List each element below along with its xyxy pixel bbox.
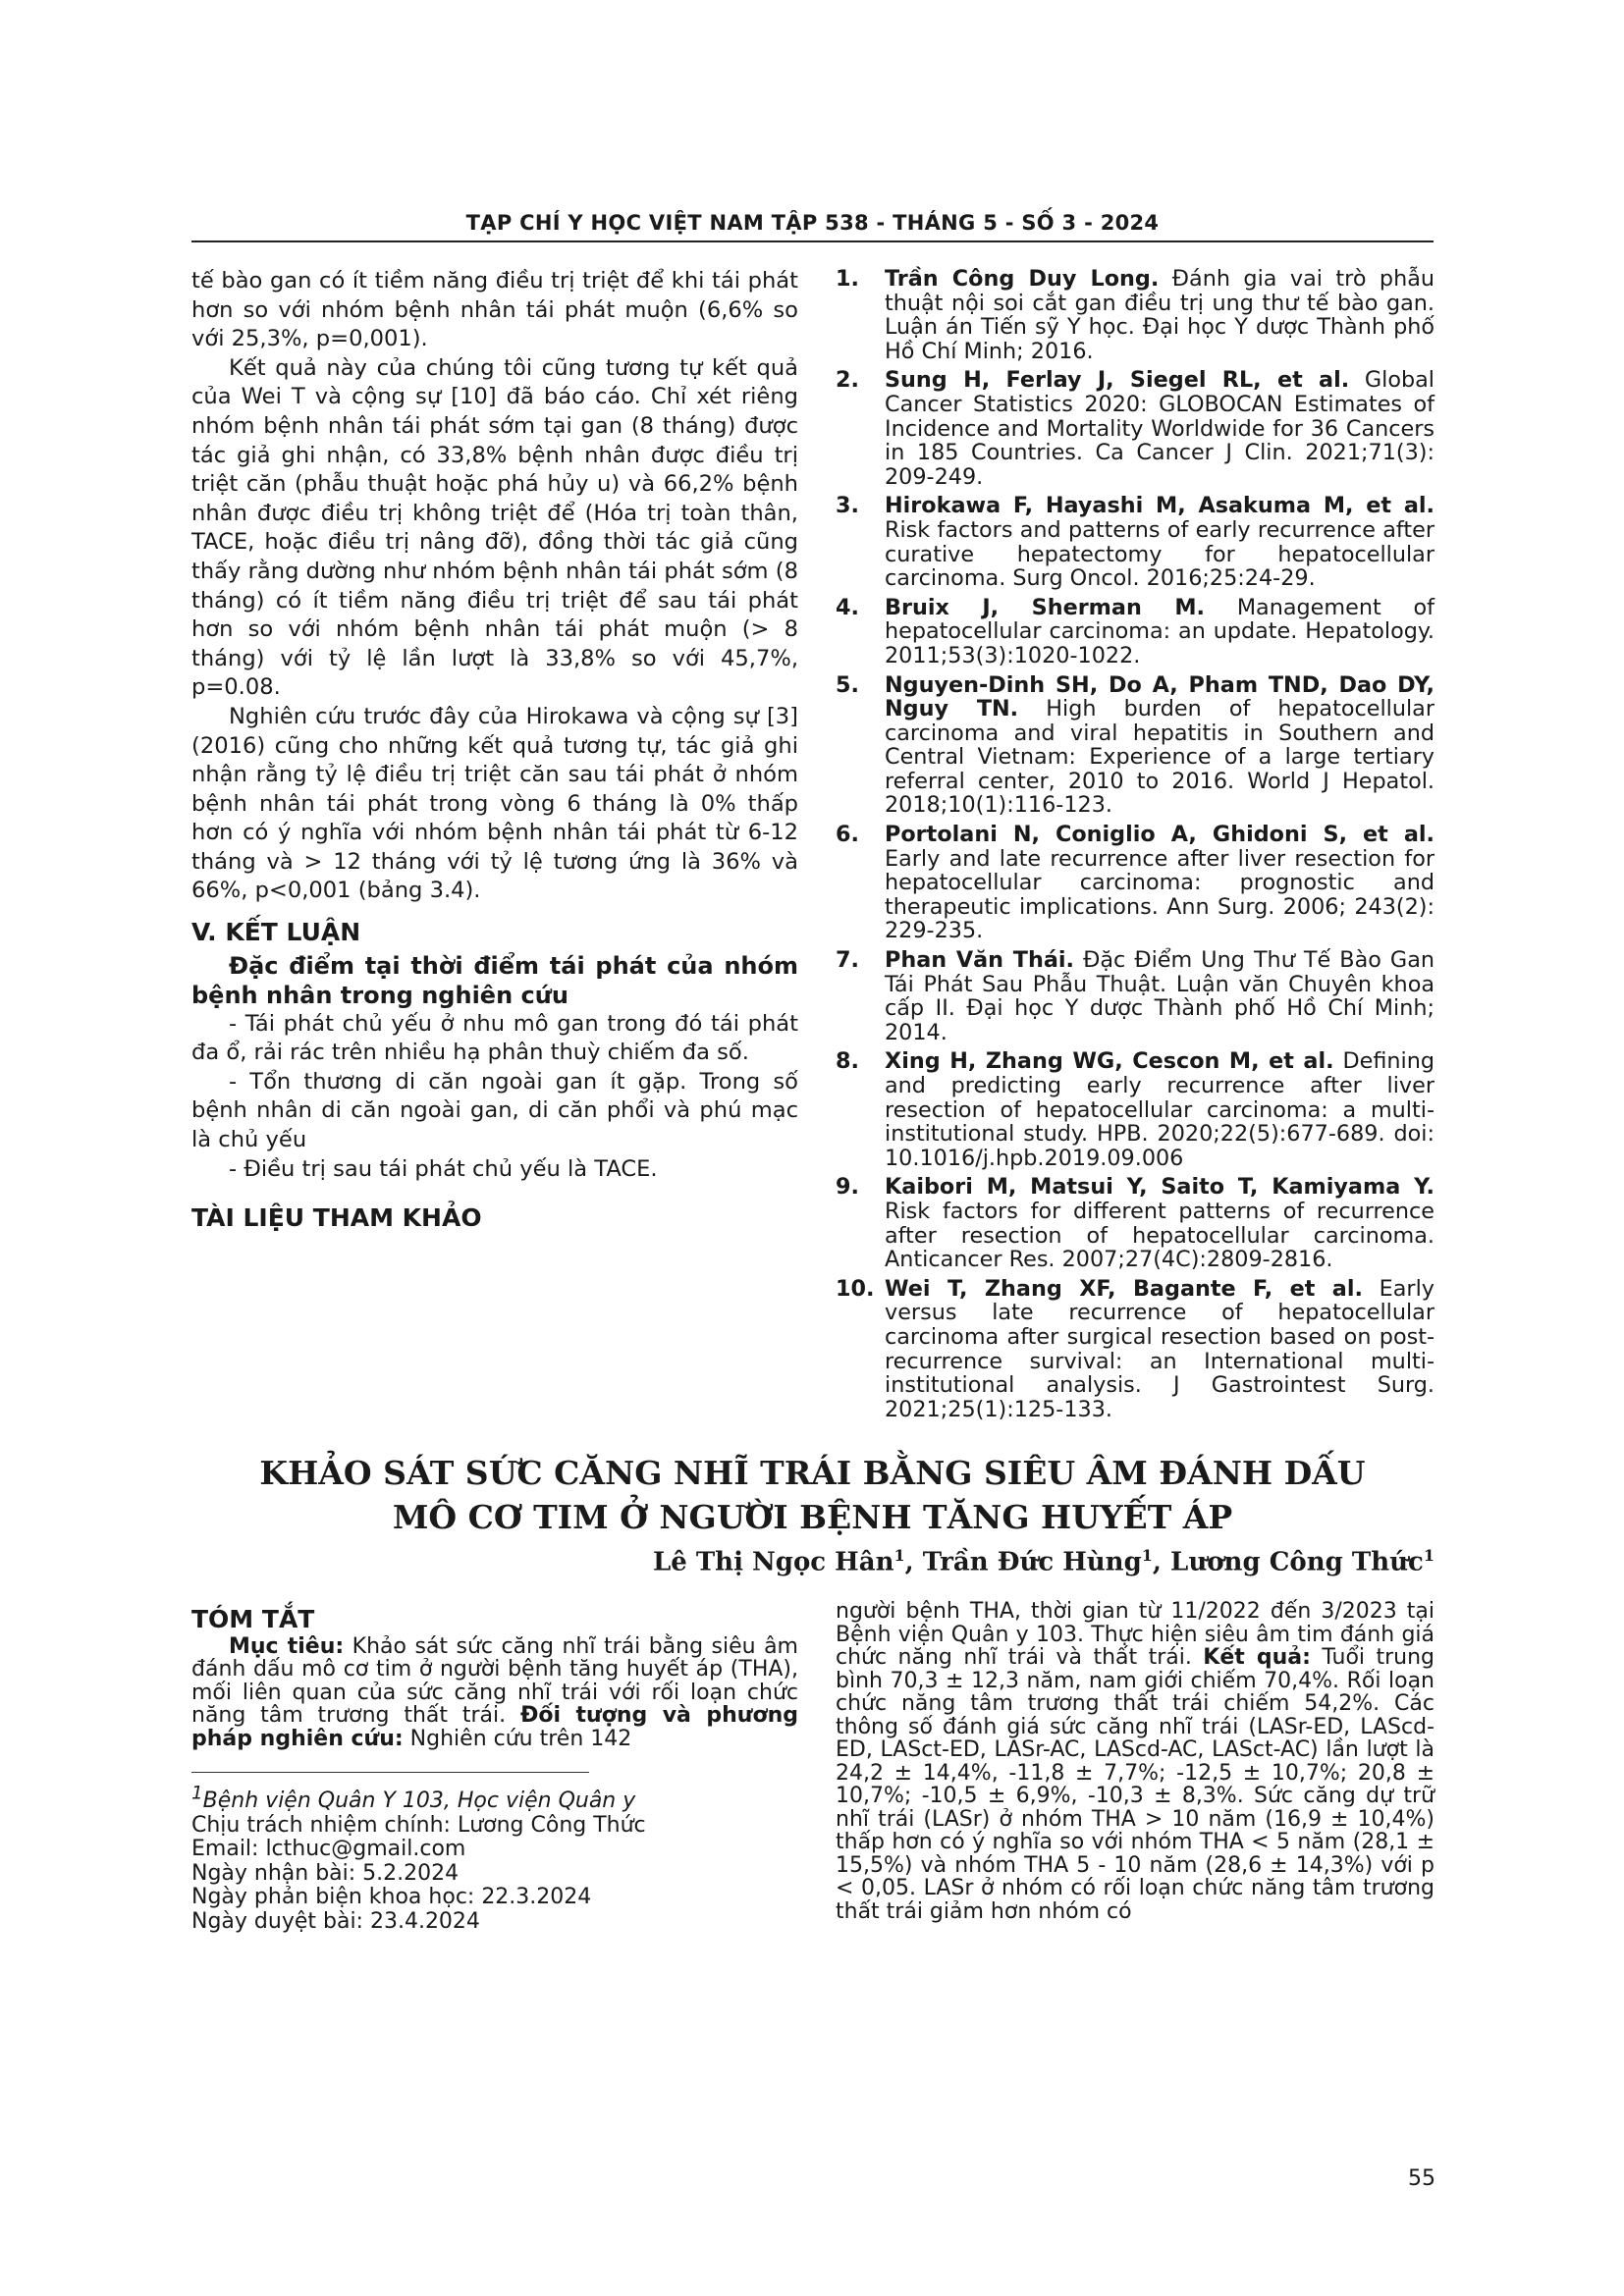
reference-authors: Hirokawa F, Hayashi M, Asakuma M, et al. bbox=[885, 493, 1435, 519]
header-divider bbox=[191, 240, 1434, 242]
page-number: 55 bbox=[1408, 2166, 1435, 2191]
affiliation-mark: 1 bbox=[1141, 1546, 1153, 1565]
reference-text: Early and late recurrence after liver resection for hepatocellular carcinoma: prognostic and therapeutic implications. Ann Surg. 2006; 243(2): 229-235. bbox=[885, 845, 1435, 944]
abstract-left-column bbox=[191, 1605, 798, 1934]
author-name: Lê Thị Ngọc Hân bbox=[652, 1547, 894, 1577]
methods-text: Nghiên cứu trên 142 bbox=[403, 1726, 632, 1751]
reference-authors: Bruix J, Sherman M. bbox=[885, 594, 1205, 620]
reference-item bbox=[836, 823, 1435, 943]
conclusion-item: - Tái phát chủ yếu ở nhu mô gan trong đó tái phát đa ổ, rải rác trên nhiều hạ phân thuỳ chiếm đa số. bbox=[191, 1010, 798, 1066]
abstract-heading: TÓM TẮT bbox=[191, 1605, 315, 1633]
reference-text: Early versus late recurrence of hepatocellular carcinoma after surgical resection based on post-recurrence survival: an International multi-institutional analysis. J Gastrointest Surg. 2021;25(1):125-133. bbox=[885, 1275, 1435, 1422]
reference-text: Đánh gia vai trò phẫu thuật nội soi cắt gan điều trị ung thư tế bào gan. Luận án Tiến sỹ Y học. Đại học Y dược Thành phố Hồ Chí Minh; 2016. bbox=[885, 266, 1435, 364]
reference-number: 6. bbox=[836, 822, 859, 848]
article-title-line: MÔ CƠ TIM Ở NGƯỜI BỆNH TĂNG HUYẾT ÁP bbox=[392, 1498, 1233, 1536]
reference-authors: Sung H, Ferlay J, Siegel RL, et al. bbox=[885, 367, 1350, 394]
objective-label: Mục tiêu: bbox=[229, 1633, 345, 1659]
objective-text: Khảo sát sức căng nhĩ trái bằng siêu âm đánh dấu mô cơ tim ở người bệnh tăng huyết áp (THA), mối liên quan của sức căng nhĩ trái với rối loạn chức năng tâm trương thất trái. bbox=[191, 1633, 798, 1728]
reference-text: Global Cancer Statistics 2020: GLOBOCAN Estimates of Incidence and Mortality Worldwide for 36 Cancers in 185 Countries. Ca Cancer J Clin. 2021;71(3): 209-249. bbox=[885, 367, 1435, 490]
author-name: Trần Đức Hùng bbox=[922, 1547, 1142, 1577]
footnote-reviewed: Ngày phản biện khoa học: 22.3.2024 bbox=[191, 1885, 592, 1910]
reference-authors: Xing H, Zhang WG, Cescon M, et al. bbox=[885, 1048, 1334, 1075]
affiliation-mark: 1 bbox=[1423, 1546, 1435, 1565]
reference-number: 5. bbox=[836, 671, 859, 698]
reference-item bbox=[836, 494, 1435, 590]
footnote-received: Ngày nhận bài: 5.2.2024 bbox=[191, 1860, 460, 1886]
journal-header: TẠP CHÍ Y HỌC VIỆT NAM TẬP 538 - THÁNG 5 - SỐ 3 - 2024 bbox=[465, 211, 1160, 235]
reference-number: 4. bbox=[836, 594, 859, 620]
reference-authors: Kaibori M, Matsui Y, Saito T, Kamiyama Y. bbox=[885, 1174, 1435, 1201]
reference-item bbox=[836, 948, 1435, 1044]
footnote-divider bbox=[191, 1772, 589, 1773]
abstract-paragraph bbox=[191, 1635, 798, 1751]
reference-number: 7. bbox=[836, 947, 859, 974]
reference-number: 9. bbox=[836, 1174, 859, 1201]
author-line: Lê Thị Ngọc Hân$^1$, Trần Đức Hùng$^1$, Lương Công Thức$^1$ bbox=[652, 1546, 1435, 1577]
article-title-line: KHẢO SÁT SỨC CĂNG NHĨ TRÁI BẰNG SIÊU ÂM ĐÁNH DẤU bbox=[259, 1454, 1366, 1492]
reference-text: High burden of hepatocellular carcinoma and viral hepatitis in Southern and Central Vietnam: Experience of a large tertiary referral center, 2010 to 2016. World J Hepatol. 2018;10(1):116-123. bbox=[885, 696, 1435, 819]
paragraph: Nghiên cứu trước đây của Hirokawa và cộng sự [3] (2016) cũng cho những kết quả tương tự, tác giả ghi nhận rằng tỷ lệ điều trị triệt căn sau tái phát ở nhóm bệnh nhân tái phát trong vòng 6 tháng là 0% thấp hơn có ý nghĩa với nhóm bệnh nhân tái phát từ 6-12 tháng và > 12 tháng với tỷ lệ tương ứng là 36% và 66%, p<0,001 (bảng 3.4). bbox=[191, 703, 798, 904]
methods-label: Đối tượng và phương pháp nghiên cứu: bbox=[191, 1703, 798, 1751]
reference-number: 1. bbox=[836, 266, 859, 292]
abstract-right-column bbox=[836, 1600, 1435, 1923]
results-label: Kết quả: bbox=[1203, 1645, 1311, 1670]
conclusion-subheading: Đặc điểm tại thời điểm tái phát của nhóm bệnh nhân trong nghiên cứu bbox=[191, 951, 798, 1009]
left-column-continuation bbox=[191, 267, 798, 1233]
reference-number: 8. bbox=[836, 1048, 859, 1075]
reference-authors: Nguyen-Dinh SH, Do A, Pham TND, Dao DY, Nguy TN. bbox=[885, 671, 1435, 722]
reference-authors: Phan Văn Thái. bbox=[885, 947, 1075, 974]
reference-text: Đặc Điểm Ung Thư Tế Bào Gan Tái Phát Sau Phẫu Thuật. Luận văn Chuyên khoa cấp II. Đại học Y dược Thành phố Hồ Chí Minh; 2014. bbox=[885, 947, 1435, 1045]
reference-text: Defining and predicting early recurrence after liver resection of hepatocellular carcinoma: a multi-institutional study. HPB. 2020;22(5):677-689. doi: 10.1016/j.hpb.2019.09.006 bbox=[885, 1048, 1435, 1171]
abstract-paragraph bbox=[836, 1600, 1435, 1923]
reference-item bbox=[836, 673, 1435, 819]
reference-item bbox=[836, 1175, 1435, 1271]
footnote-affiliation: $^1$Bệnh viện Quân Y 103, Học viện Quân y bbox=[191, 1784, 636, 1814]
affiliation-mark: 1 bbox=[893, 1546, 905, 1565]
reference-authors: Trần Công Duy Long. bbox=[885, 266, 1160, 292]
section-heading-conclusion: V. KẾT LUẬN bbox=[191, 918, 361, 947]
reference-authors: Wei T, Zhang XF, Bagante F, et al. bbox=[885, 1275, 1363, 1302]
reference-item bbox=[836, 368, 1435, 489]
results-text: Tuổi trung bình 70,3 ± 12,3 năm, nam giới chiếm 70,4%. Rối loạn chức năng tâm trương thất trái chiếm 54,2%. Các thông số đánh giá sức căng nhĩ trái (LASr-ED, LAScd-ED, LASct-ED, LASr-AC, LAScd-AC, LASct-AC) lần lượt là 24,2 ± 14,4%, -11,8 ± 7,7%; -12,5 ± 10,7%; 20,8 ± 10,7%; -10,5 ± 6,9%, -10,3 ± 8,3%. Sức căng dự trữ nhĩ trái (LASr) ở nhóm THA > 10 năm (16,9 ± 10,4%) thấp hơn có ý nghĩa so với nhóm THA < 5 năm (28,1 ± 15,5%) và nhóm THA 5 - 10 năm (28,6 ± 14,3%) với p < 0,05. LASr ở nhóm có rối loạn chức năng tâm trương thất trái giảm hơn nhóm có bbox=[836, 1645, 1435, 1924]
reference-number: 2. bbox=[836, 367, 859, 394]
footnote-responsible: Chịu trách nhiệm chính: Lương Công Thức bbox=[191, 1812, 646, 1838]
paragraph: Kết quả này của chúng tôi cũng tương tự kết quả của Wei T và cộng sự [10] đã báo cáo. Chỉ xét riêng nhóm bệnh nhân tái phát sớm tại gan (8 tháng) được tác giả ghi nhận, có 33,8% bệnh nhân được điều trị triệt căn (phẫu thuật hoặc phá hủy u) và 66,2% bệnh nhân được điều trị không triệt để (Hóa trị toàn thân, TACE, hoặc điều trị nâng đỡ), đồng thời tác giả cũng thấy rằng dường như nhóm bệnh nhân tái phát sớm (8 tháng) có ít tiềm năng điều trị triệt để sau tái phát hơn so với nhóm bệnh nhân tái phát muộn (> 8 tháng) với tỷ lệ lần lượt là 33,8% so với 45,7%, p=0.08. bbox=[191, 354, 798, 701]
reference-item bbox=[836, 1277, 1435, 1422]
reference-item bbox=[836, 1049, 1435, 1170]
reference-number: 3. bbox=[836, 493, 859, 519]
footnote-email: Email: lcthuc@gmail.com bbox=[191, 1837, 466, 1862]
abstract-text: người bệnh THA, thời gian từ 11/2022 đến 3/2023 tại Bệnh viện Quân y 103. Thực hiện siêu âm tim đánh giá chức năng nhĩ trái và thất trái. bbox=[836, 1599, 1435, 1670]
reference-item bbox=[836, 596, 1435, 668]
paragraph: tế bào gan có ít tiềm năng điều trị triệt để khi tái phát hơn so với nhóm bệnh nhân tái phát muộn (6,6% so với 25,3%, p=0,001). bbox=[191, 268, 798, 352]
author-name: Lương Công Thức bbox=[1170, 1547, 1424, 1577]
article-title bbox=[191, 1451, 1434, 1539]
reference-item bbox=[836, 267, 1435, 363]
references-heading: TÀI LIỆU THAM KHẢO bbox=[191, 1203, 482, 1233]
reference-text: Management of hepatocellular carcinoma: an update. Hepatology. 2011;53(3):1020-1022. bbox=[885, 594, 1435, 668]
footnote-accepted: Ngày duyệt bài: 23.4.2024 bbox=[191, 1908, 480, 1934]
reference-number: 10. bbox=[836, 1275, 875, 1302]
conclusion-item: - Điều trị sau tái phát chủ yếu là TACE. bbox=[229, 1155, 658, 1182]
reference-authors: Portolani N, Coniglio A, Ghidoni S, et al. bbox=[885, 822, 1435, 848]
reference-text: Risk factors and patterns of early recurrence after curative hepatectomy for hepatocellular carcinoma. Surg Oncol. 2016;25:24-29. bbox=[885, 516, 1435, 592]
reference-text: Risk factors for different patterns of recurrence after resection of hepatocellular carcinoma. Anticancer Res. 2007;27(4C):2809-2816. bbox=[885, 1198, 1435, 1273]
reference-list bbox=[836, 267, 1435, 1426]
footnote-mark: 1 bbox=[191, 1784, 203, 1804]
conclusion-item: - Tổn thương di căn ngoài gan ít gặp. Trong số bệnh nhân di căn ngoài gan, di căn phổi và phú mạc là chủ yếu bbox=[191, 1068, 798, 1153]
